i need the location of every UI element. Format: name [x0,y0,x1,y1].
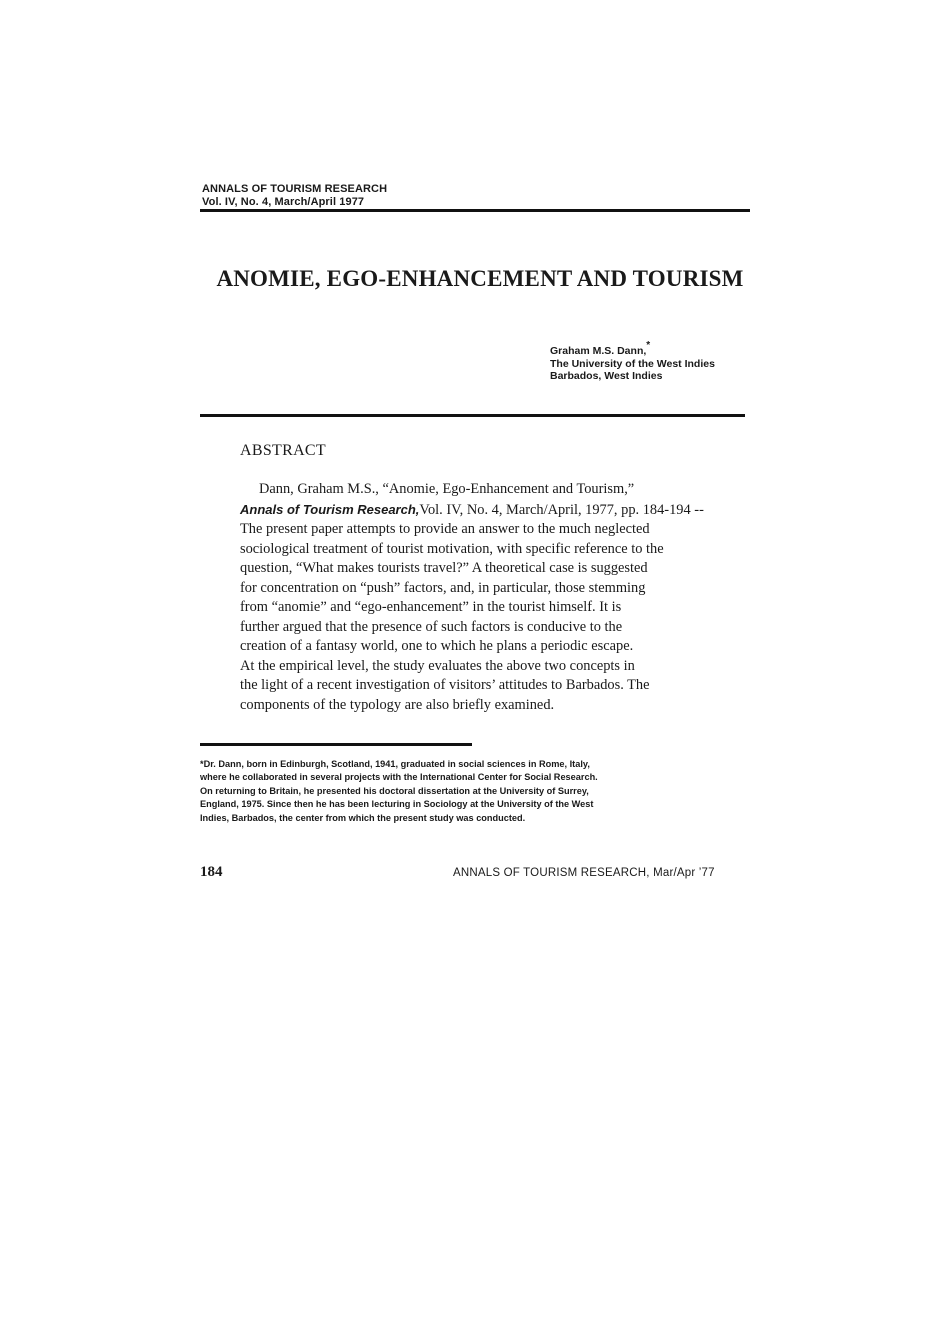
abstract-line: further argued that the presence of such factors is conducive to the [240,618,623,635]
abstract-citation-line: Dann, Graham M.S., “Anomie, Ego-Enhancement and Tourism,” [259,481,635,497]
journal-name: ANNALS OF TOURISM RESEARCH [202,183,388,195]
footnote-rule [200,743,472,746]
author-name: Graham M.S. Dann, [550,345,647,357]
abstract-line: components of the typology are also briefly examined. [240,696,555,713]
abstract-line: creation of a fantasy world, one to which he plans a periodic escape. [240,638,634,654]
abstract-body [240,480,760,715]
footnote-line: *Dr. Dann, born in Edinburgh, Scotland, 1941, graduated in social sciences in Rome, Italy, [200,759,590,769]
abstract-citation-source [240,500,760,521]
abstract-line: for concentration on “push” factors, and, in particular, those stemming [240,579,646,596]
abstract-line: the light of a recent investigation of visitors’ attitudes to Barbados. The [240,677,650,693]
author-block [550,339,715,383]
abstract-line: from “anomie” and “ego-enhancement” in the tourist himself. It is [240,599,622,615]
author-name-line [550,339,715,358]
abstract-journal-name: Annals of Tourism Research, [240,501,420,517]
author-affiliation: The University of the West Indies [550,357,715,370]
page-number: 184 [200,864,223,880]
abstract-heading: ABSTRACT [240,442,326,459]
article-title: ANOMIE, EGO-ENHANCEMENT AND TOURISM [216,266,744,291]
author-footnote-mark: * [646,339,651,351]
abstract-line: At the empirical level, the study evaluates the above two concepts in [240,657,635,674]
running-footer: ANNALS OF TOURISM RESEARCH, Mar/Apr ’77 [453,867,715,879]
section-rule [200,414,745,417]
author-footnote [200,758,740,825]
abstract-citation-details: Vol. IV, No. 4, March/April, 1977, pp. 184-194 -- [419,501,704,518]
footnote-line: Indies, Barbados, the center from which the present study was conducted. [200,812,526,823]
abstract-line: question, “What makes tourists travel?” A theoretical case is suggested [240,560,648,576]
header-rule [200,209,750,212]
journal-issue: Vol. IV, No. 4, March/April 1977 [202,196,365,208]
footnote-line: where he collaborated in several projects with the International Center for Social Research. [200,772,598,783]
author-location: Barbados, West Indies [550,370,663,382]
journal-header [202,183,387,209]
footnote-line: On returning to Britain, he presented his doctoral dissertation at the University of Surrey, [200,785,589,796]
footnote-line: England, 1975. Since then he has been lecturing in Sociology at the University of the West [200,799,594,810]
abstract-line: sociological treatment of tourist motivation, with specific reference to the [240,540,664,557]
abstract-line: The present paper attempts to provide an answer to the much neglected [240,521,650,537]
